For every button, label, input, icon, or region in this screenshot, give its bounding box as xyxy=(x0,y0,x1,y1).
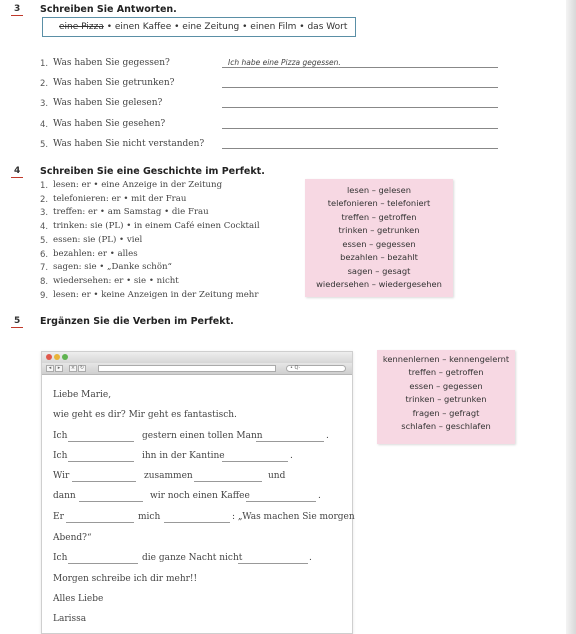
letter-line: dann xyxy=(53,491,76,501)
letter-line: mich xyxy=(138,512,161,522)
letter-line: : „Was machen Sie morgen xyxy=(232,512,355,522)
letter-line: Ich xyxy=(53,431,68,441)
blank-line[interactable] xyxy=(66,522,134,523)
page-edge xyxy=(566,0,576,634)
letter-line: Morgen schreibe ich dir mehr!! xyxy=(53,574,198,584)
answer-line[interactable] xyxy=(222,128,498,129)
verb-pair: wiedersehen – wiedergesehen xyxy=(316,279,442,289)
search-field[interactable]: • Q· xyxy=(286,365,346,372)
letter-line: gestern einen tollen Mann xyxy=(142,431,263,441)
verb-pair: sagen – gesagt xyxy=(347,266,411,276)
item-number: 9. xyxy=(40,291,49,301)
letter-closing: Alles Liebe xyxy=(53,594,104,604)
reload-icon[interactable]: ↻ xyxy=(79,365,85,371)
question-text: Was haben Sie nicht verstanden? xyxy=(53,139,205,149)
close-icon[interactable] xyxy=(46,354,52,360)
item-number: 4. xyxy=(40,222,49,232)
letter-line: . xyxy=(326,431,329,441)
story-item: wiedersehen: er • sie • nicht xyxy=(53,276,179,286)
letter-line: Abend?“ xyxy=(53,533,92,543)
letter-line: . xyxy=(309,553,312,563)
minimize-icon[interactable] xyxy=(54,354,60,360)
question-number: 5. xyxy=(40,140,49,150)
blank-line[interactable] xyxy=(164,522,230,523)
question-text: Was haben Sie gegessen? xyxy=(53,58,170,68)
close-tab-icon[interactable]: × xyxy=(70,365,76,371)
question-number: 4. xyxy=(40,120,49,130)
question-text: Was haben Sie getrunken? xyxy=(53,78,175,88)
handwritten-answer: Ich habe eine Pizza gegessen. xyxy=(228,58,341,67)
answer-line[interactable] xyxy=(222,107,498,108)
address-bar[interactable] xyxy=(98,365,276,372)
maximize-icon[interactable] xyxy=(62,354,68,360)
verb-pair: lesen – gelesen xyxy=(347,185,411,195)
answer-line[interactable] xyxy=(222,67,498,68)
letter-line: Ich xyxy=(53,451,68,461)
verb-pair: schlafen – geschlafen xyxy=(401,421,491,431)
verb-pair: essen – gegessen xyxy=(409,381,483,391)
answer-line[interactable] xyxy=(222,87,498,88)
question-number: 2. xyxy=(40,79,49,89)
letter-line: die ganze Nacht nicht xyxy=(142,553,243,563)
question-text: Was haben Sie gesehen? xyxy=(53,119,166,129)
letter-line: . xyxy=(318,491,321,501)
letter-signature: Larissa xyxy=(53,614,87,624)
exercise-4-number: 4 xyxy=(11,166,23,178)
blank-line[interactable] xyxy=(256,441,324,442)
item-number: 3. xyxy=(40,208,49,218)
letter-line: wir noch einen Kaffee xyxy=(150,491,250,501)
exercise-5-heading: Ergänzen Sie die Verben im Perfekt. xyxy=(40,316,234,327)
story-item: essen: sie (PL) • viel xyxy=(53,235,143,245)
exercise-3-heading: Schreiben Sie Antworten. xyxy=(40,4,177,15)
verb-pair: trinken – getrunken xyxy=(338,225,420,235)
blank-line[interactable] xyxy=(68,441,134,442)
item-number: 1. xyxy=(40,181,49,191)
letter-line: Ich xyxy=(53,553,68,563)
verb-pair: bezahlen – bezahlt xyxy=(340,252,418,262)
story-item: sagen: sie • „Danke schön“ xyxy=(53,262,172,272)
letter-line: und xyxy=(268,471,286,481)
story-item: trinken: sie (PL) • in einem Café einen Cocktail xyxy=(53,221,260,231)
verb-pair: treffen – getroffen xyxy=(408,367,484,377)
exercise-3-number: 3 xyxy=(11,4,23,16)
blank-line[interactable] xyxy=(68,461,134,462)
story-item: lesen: er • eine Anzeige in der Zeitung xyxy=(53,180,223,190)
story-item: treffen: er • am Samstag • die Frau xyxy=(53,207,209,217)
blank-line[interactable] xyxy=(79,501,143,502)
story-item: lesen: er • keine Anzeigen in der Zeitung mehr xyxy=(53,290,259,300)
blank-line[interactable] xyxy=(222,461,288,462)
item-number: 2. xyxy=(40,195,49,205)
blank-line[interactable] xyxy=(246,501,316,502)
blank-line[interactable] xyxy=(68,563,138,564)
question-number: 3. xyxy=(40,99,49,109)
browser-window xyxy=(41,351,353,634)
question-number: 1. xyxy=(40,59,49,69)
letter-line: . xyxy=(290,451,293,461)
verb-box-4 xyxy=(305,179,453,297)
verb-box-5 xyxy=(377,350,515,444)
verb-pair: essen – gegessen xyxy=(342,239,416,249)
word-box xyxy=(42,17,356,37)
forward-button[interactable]: ▸ xyxy=(55,365,63,372)
item-number: 6. xyxy=(40,250,49,260)
verb-pair: kennenlernen – kennengelernt xyxy=(382,354,510,364)
verb-pair: trinken – getrunken xyxy=(405,394,487,404)
letter-line: Er xyxy=(53,512,64,522)
back-button[interactable]: ◂ xyxy=(46,365,54,372)
blank-line[interactable] xyxy=(72,481,136,482)
story-item: bezahlen: er • alles xyxy=(53,249,138,259)
answer-line[interactable] xyxy=(222,148,498,149)
word-box-words: • einen Kaffee • eine Zeitung • einen Film • das Wort xyxy=(103,22,348,32)
item-number: 5. xyxy=(40,236,49,246)
letter-line: wie geht es dir? Mir geht es fantastisch. xyxy=(53,410,237,420)
blank-line[interactable] xyxy=(194,481,262,482)
verb-pair: telefonieren – telefoniert xyxy=(327,198,431,208)
exercise-5-number: 5 xyxy=(11,316,23,328)
story-item: telefonieren: er • mit der Frau xyxy=(53,194,187,204)
blank-line[interactable] xyxy=(238,563,308,564)
letter-line: zusammen xyxy=(144,471,193,481)
exercise-4-heading: Schreiben Sie eine Geschichte im Perfekt. xyxy=(40,166,265,177)
browser-titlebar xyxy=(42,352,352,363)
question-text: Was haben Sie gelesen? xyxy=(53,98,163,108)
item-number: 7. xyxy=(40,263,49,273)
struck-word: eine Pizza xyxy=(59,22,104,32)
verb-pair: treffen – getroffen xyxy=(341,212,417,222)
letter-line: ihn in der Kantine xyxy=(142,451,225,461)
letter-greeting: Liebe Marie, xyxy=(53,390,112,400)
item-number: 8. xyxy=(40,277,49,287)
verb-pair: fragen – gefragt xyxy=(412,408,480,418)
letter-line: Wir xyxy=(53,471,70,481)
